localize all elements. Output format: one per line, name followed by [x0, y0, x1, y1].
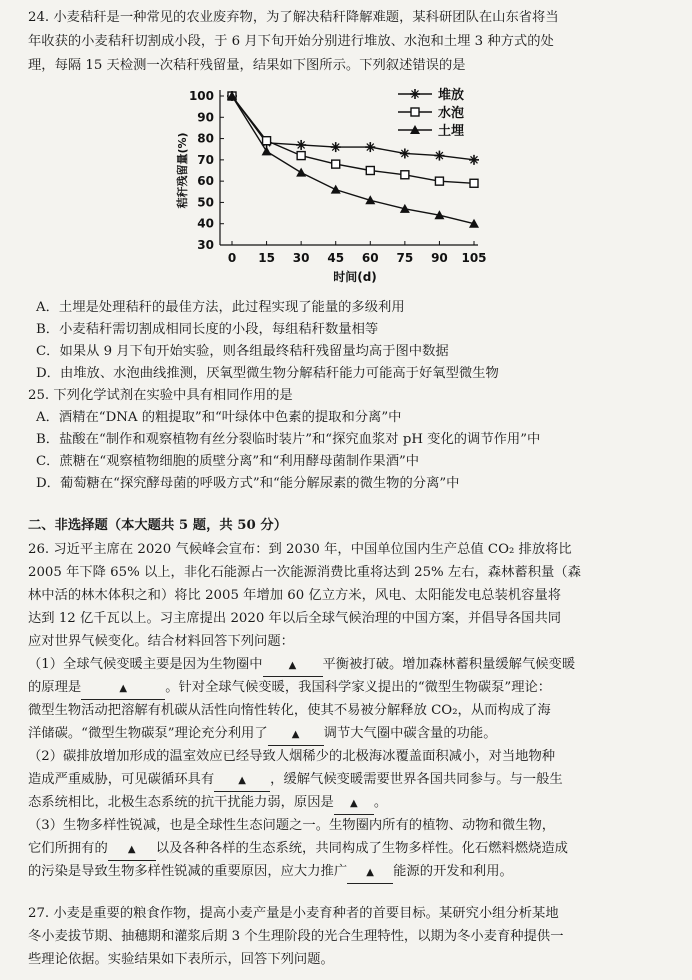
- q27-line-3: 些理论依据。实验结果如下表所示，回答下列问题。: [28, 952, 334, 967]
- q24-line-3: 理，每隔 15 天检测一次秸秆残留量，结果如下图所示。下列叙述错误的是: [28, 58, 466, 73]
- x-tick-label: 75: [396, 251, 414, 265]
- q25-stem: 25. 下列化学试剂在实验中具有相同作用的是: [28, 388, 293, 403]
- q26-part3-line2: 它们所拥有的 ▲ 以及各种各样的生态系统，共同构成了生物多样性。化石燃料燃烧造成: [28, 839, 676, 861]
- y-tick-label: 100: [188, 89, 214, 103]
- series-soaked-point: [263, 137, 271, 145]
- q26-part1-line2: 的原理是 ▲ 。针对全球气候变暖，我国科学家义提出的“微型生物碳泵”理论：: [28, 678, 676, 700]
- series-soaked-point: [332, 160, 340, 168]
- x-tick-label: 90: [431, 251, 448, 265]
- x-tick-label: 0: [227, 251, 237, 265]
- series-buried-point: [262, 146, 272, 155]
- answer-blank[interactable]: ▲: [263, 655, 323, 677]
- q26-part1-line3: 微型生物活动把溶解有机碳从活性向惰性转化，使其不易被分解释放 CO₂，从而构成了海: [28, 703, 551, 718]
- straw-residue-line-chart: [130, 80, 500, 285]
- q26-part1-line4: 洋储碳。“微型生物碳泵”理论充分利用了 ▲ 调节大气圈中碳含量的功能。: [28, 724, 676, 746]
- answer-blank[interactable]: ▲: [214, 770, 270, 792]
- series-buried-point: [331, 185, 341, 194]
- answer-blank[interactable]: ▲: [334, 793, 374, 815]
- q24-option-c: C．如果从 9 月下旬开始实验，则各组最终秸秆残留量均高于图中数据: [36, 344, 449, 359]
- q26-intro-3: 林中活的林木体积之和）将比 2005 年增加 60 亿立方米，风电、太阳能发电总装机容量将: [28, 588, 562, 603]
- q26-intro-4: 达到 12 亿千瓦以上。习主席提出 2020 年以后全球气候治理的中国方案，并倡导各国共同: [28, 611, 562, 626]
- legend-label: 土埋: [438, 124, 465, 139]
- y-tick-label: 70: [197, 152, 214, 167]
- legend-label: 水泡: [438, 106, 465, 121]
- series-soaked-point: [401, 171, 409, 179]
- y-tick-label: 30: [197, 238, 214, 252]
- x-tick-label: 30: [292, 251, 310, 265]
- y-axis-label: 秸秆残留量(%): [176, 132, 189, 209]
- q26-intro-2: 2005 年下降 65% 以上，非化石能源占一次能源消费比重将达到 25% 左右，森林蓄积量（森: [28, 565, 581, 580]
- y-tick-label: 40: [197, 216, 214, 231]
- y-tick-label: 90: [197, 110, 214, 125]
- y-tick-label: 60: [197, 174, 214, 189]
- answer-blank[interactable]: ▲: [347, 862, 393, 884]
- q25-option-c: C．蔗糖在“观察植物细胞的质壁分离”和“利用酵母菌制作果酒”中: [36, 454, 420, 469]
- x-tick-label: 105: [461, 251, 487, 265]
- legend-label: 堆放: [438, 88, 465, 103]
- q26-part3-line1: （3）生物多样性锐减，也是全球性生态问题之一。生物圈内所有的植物、动物和微生物，: [28, 818, 556, 833]
- q24-option-b: B．小麦秸秆需切割成相同长度的小段，每组秸秆数量相等: [36, 322, 379, 337]
- answer-blank[interactable]: ▲: [268, 724, 324, 746]
- q27-line-1: 27. 小麦是重要的粮食作物，提高小麦产量是小麦育种者的首要目标。某研究小组分析某地: [28, 906, 559, 921]
- y-tick-label: 80: [197, 131, 214, 146]
- q26-intro-5: 应对世界气候变化。结合材料回答下列问题：: [28, 634, 294, 649]
- q26-part3-line3: 的污染是导致生物多样性锐减的重要原因，应大力推广 ▲ 能源的开发和利用。: [28, 862, 676, 884]
- q24-option-a: A．土埋是处理秸秆的最佳方法，此过程实现了能量的多级利用: [36, 300, 405, 315]
- series-soaked-point: [435, 177, 443, 185]
- q27-line-2: 冬小麦拔节期、抽穗期和灌浆后期 3 个生理阶段的光合生理特性，以期为冬小麦育种提供一: [28, 929, 564, 944]
- section-heading: 二、非选择题（本大题共 5 题，共 50 分）: [28, 518, 288, 533]
- x-tick-label: 45: [327, 251, 345, 265]
- y-tick-label: 50: [197, 195, 214, 210]
- q25-option-a: A．酒精在“DNA 的粗提取”和“叶绿体中色素的提取和分离”中: [36, 410, 402, 425]
- series-soaked-point: [470, 179, 478, 187]
- q26-part1-line1: （1）全球气候变暖主要是因为生物圈中 ▲ 平衡被打破。增加森林蓄积量缓解气候变暖: [28, 655, 676, 677]
- series-buried-point: [296, 168, 306, 177]
- q25-option-b: B．盐酸在“制作和观察植物有丝分裂临时装片”和“探究血浆对 pH 变化的调节作用”中: [36, 432, 541, 447]
- x-axis-label: 时间(d): [333, 270, 377, 284]
- legend-point: [411, 108, 419, 116]
- series-soaked-point: [297, 152, 305, 160]
- q24-option-d: D．由堆放、水泡曲线推测，厌氧型微生物分解秸秆能力可能高于好氧型微生物: [36, 366, 499, 381]
- q26-part2-line1: （2）碳排放增加形成的温室效应已经导致人烟稀少的北极海冰覆盖面积减小，对当地物种: [28, 749, 556, 764]
- q26-intro-1: 26. 习近平主席在 2020 气候峰会宣布：到 2030 年，中国单位国内生产总值 CO₂ 排放将比: [28, 542, 572, 557]
- x-tick-label: 60: [361, 251, 379, 265]
- q24-line-1: 24. 小麦秸秆是一种常见的农业废弃物，为了解决秸秆降解难题，某科研团队在山东省将当: [28, 10, 559, 25]
- q25-option-d: D．葡萄糖在“探究酵母菌的呼吸方式”和“能分解尿素的微生物的分离”中: [36, 476, 460, 491]
- answer-blank[interactable]: ▲: [108, 839, 156, 861]
- series-soaked-point: [366, 167, 374, 175]
- answer-blank[interactable]: ▲: [81, 678, 165, 700]
- q26-part2-line3: 态系统相比，北极生态系统的抗干扰能力弱，原因是 ▲ 。: [28, 793, 676, 815]
- q26-part2-line2: 造成严重威胁，可见碳循环具有 ▲ ，缓解气候变暖需要世界各国共同参与。与一般生: [28, 770, 676, 792]
- x-tick-label: 15: [258, 251, 275, 265]
- q24-line-2: 年收获的小麦秸秆切割成小段，于 6 月下旬开始分别进行堆放、水泡和土埋 3 种方式的处: [28, 34, 554, 49]
